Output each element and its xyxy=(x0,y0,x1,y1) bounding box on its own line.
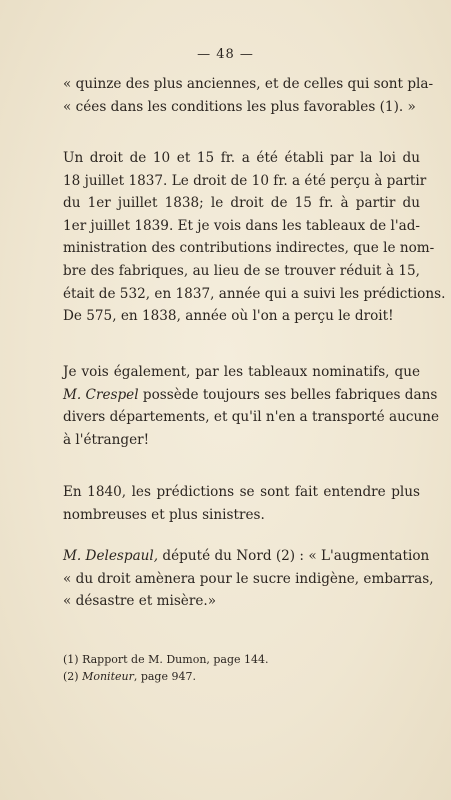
page-number: — 48 — xyxy=(197,47,254,62)
text-line: « quinze des plus anciennes, et de celles qui sont pla- xyxy=(63,76,434,92)
text-line: « cées dans les conditions les plus favorables (1). » xyxy=(63,98,416,115)
footnote-2 xyxy=(63,668,269,685)
text-line: ministration des contributions indirectes, que le nom- xyxy=(63,240,435,257)
person-name-delespaul: M. Delespaul, xyxy=(63,548,159,564)
text-line: divers départements, et qu'il n'en a transporté aucune xyxy=(63,409,440,426)
footnote-source-title: Moniteur xyxy=(82,670,134,683)
text-line: à l'étranger! xyxy=(63,431,150,448)
paragraph-tax-law xyxy=(63,147,446,328)
person-name-crespel: M. Crespel xyxy=(63,386,139,403)
text-line: Je vois également, par les tableaux nominatifs, que xyxy=(63,364,420,380)
text-line: 18 juillet 1837. Le droit de 10 fr. a été perçu à partir xyxy=(63,172,427,189)
text-line: du 1er juillet 1838; le droit de 15 fr. à partir du xyxy=(63,195,420,212)
text-line: De 575, en 1838, année où l'on a perçu le droit! xyxy=(63,308,394,325)
text-line: En 1840, les prédictions se sont fait entendre plus xyxy=(63,484,420,500)
footnote-text: , page 947. xyxy=(133,670,196,683)
quote-continuation xyxy=(63,73,434,118)
paragraph-1840 xyxy=(63,481,420,526)
text-line: était de 532, en 1837, année qui a suivi les prédictions. xyxy=(63,285,446,302)
footnote-1: (1) Rapport de M. Dumon, page 144. xyxy=(63,653,269,666)
text-line xyxy=(63,384,438,407)
text-line: nombreuses et plus sinistres. xyxy=(63,506,265,523)
text-fragment: député du Nord (2) : « L'augmentation xyxy=(158,548,430,564)
footnote-mark: (2) xyxy=(63,670,83,683)
text-line: « désastre et misère.» xyxy=(63,593,217,610)
text-line xyxy=(63,545,430,568)
text-line: « du droit amènera pour le sucre indigène, embarras, xyxy=(63,570,434,587)
footnotes xyxy=(63,651,269,685)
text-line: bre des fabriques, au lieu de se trouver réduit à 15, xyxy=(63,262,420,279)
text-line: 1er juillet 1839. Et je vois dans les tableaux de l'ad- xyxy=(63,217,420,234)
paragraph-delespaul xyxy=(63,545,434,613)
text-fragment: possède toujours ses belles fabriques dans xyxy=(138,386,438,403)
text-line: Un droit de 10 et 15 fr. a été établi par la loi du xyxy=(63,150,420,166)
paragraph-crespel xyxy=(63,361,440,451)
